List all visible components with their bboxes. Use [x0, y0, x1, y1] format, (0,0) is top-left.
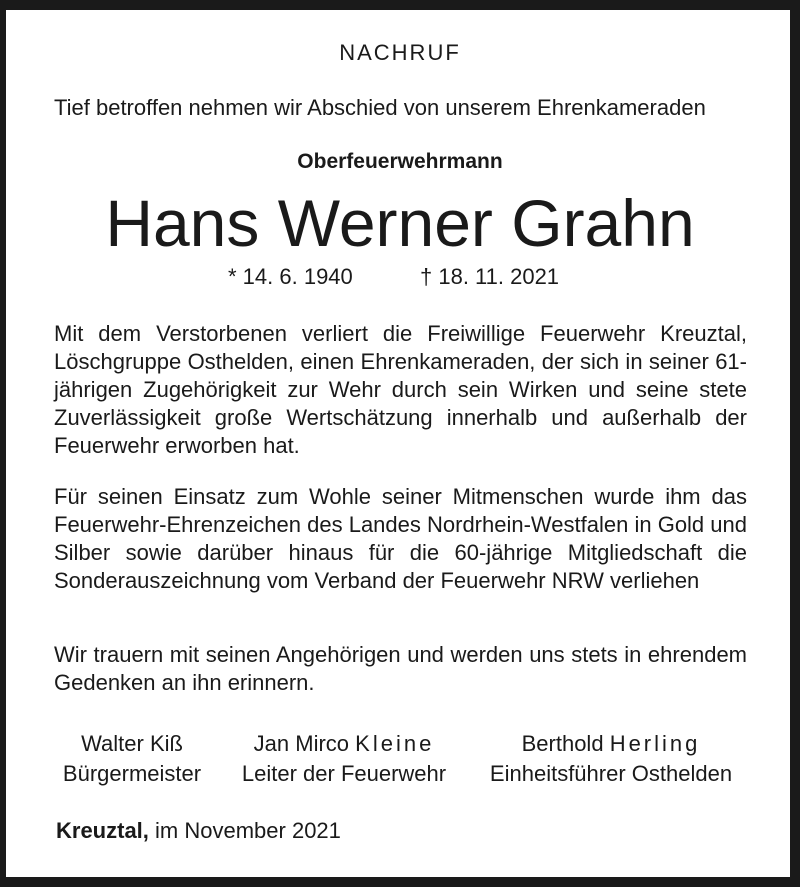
deceased-rank: Oberfeuerwehrmann — [297, 150, 503, 173]
signatory-last-name: Kiß — [149, 731, 183, 756]
intro-text: Tief betroffen nehmen wir Abschied von unserem Ehrenkameraden — [54, 95, 706, 120]
signatory-name — [56, 729, 208, 759]
signatory-mayor — [56, 729, 208, 789]
signatory-first-name: Berthold — [521, 731, 604, 756]
signatory-first-name: Jan Mirco — [253, 731, 350, 756]
paragraph-honors: Für seinen Einsatz zum Wohle seiner Mitmenschen wurde ihm das Feuerwehr-Ehrenzeichen des Landes Nordrhein-Westfalen in Gold und Silber sowie darüber hinaus für die 60-jährige Mitgliedschaft die Sonderauszeichnung vom Verband der Feuerwehr NRW verliehen — [54, 484, 747, 593]
signatory-first-name: Walter — [81, 731, 144, 756]
signatory-fire-chief — [230, 729, 458, 789]
signatory-name — [230, 729, 458, 759]
birth-date: * 14. 6. 1940 — [228, 264, 353, 289]
deceased-name: Hans Werner Grahn — [105, 186, 695, 260]
signatory-last-name: Herling — [609, 731, 701, 756]
place-date-line — [56, 818, 341, 844]
signatory-role: Bürgermeister — [62, 761, 202, 786]
signatory-unit-leader — [476, 729, 746, 789]
obituary-heading: NACHRUF — [339, 40, 461, 65]
closing-date: im November 2021 — [148, 818, 341, 843]
place-name: Kreuztal, — [56, 818, 149, 843]
paragraph-mourning: Wir trauern mit seinen Angehörigen und werden uns stets in ehrendem Gedenken an ihn erinnern. — [54, 642, 747, 695]
signatory-name — [476, 729, 746, 759]
paragraph-tribute: Mit dem Verstorbenen verliert die Freiwillige Feuerwehr Kreuztal, Löschgruppe Osthelden, einen Ehrenkameraden, der sich in seiner 61-jährigen Zugehörigkeit zur Wehr durch sein Wirken und seine stete Zuverlässigkeit große Wertschätzung innerhalb und außerhalb der Feuerwehr erworben hat. — [54, 321, 747, 458]
signatory-last-name: Kleine — [355, 731, 435, 756]
death-date: † 18. 11. 2021 — [420, 264, 560, 289]
signatory-role: Leiter der Feuerwehr — [241, 761, 447, 786]
signatory-role: Einheitsführer Osthelden — [489, 761, 733, 786]
